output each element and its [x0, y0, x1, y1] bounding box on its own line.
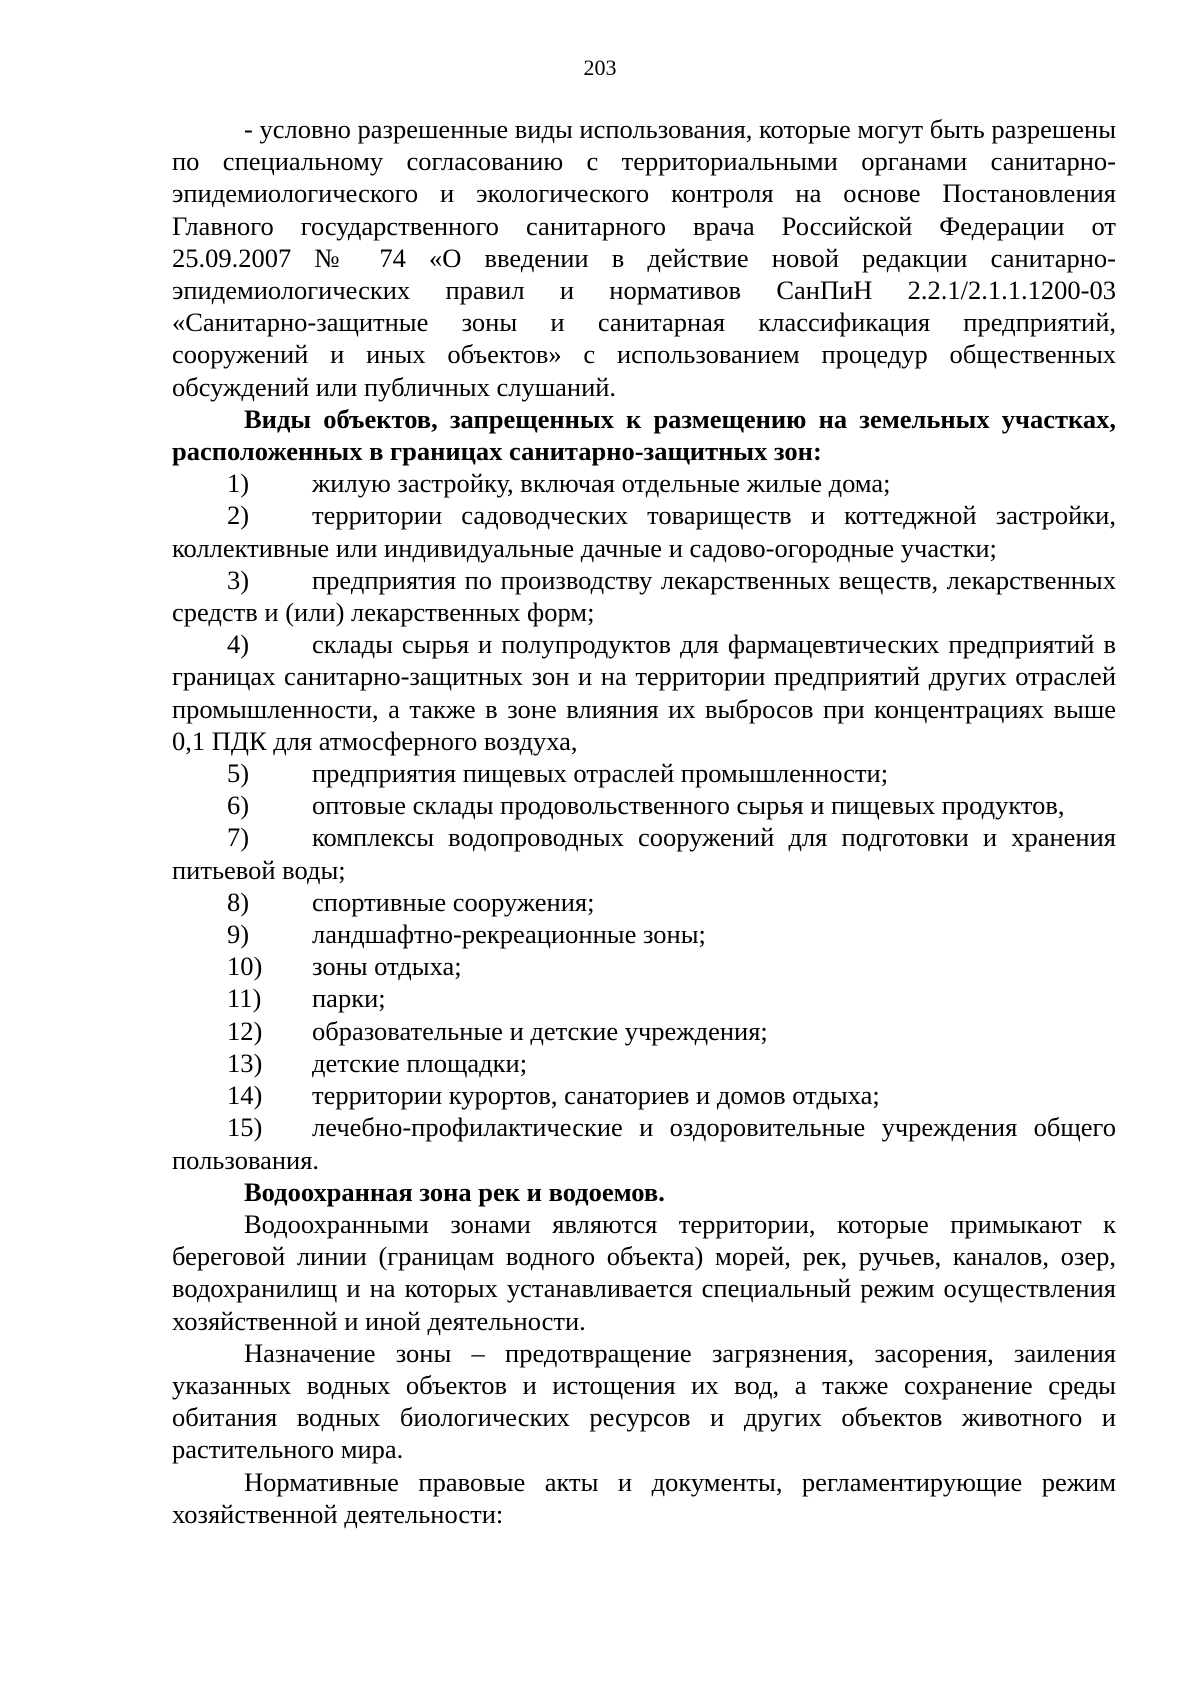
- list-item-number: 12): [227, 1015, 263, 1046]
- list-item-text: комплексы водопроводных сооружений для подготовки и хранения питьевой воды;: [172, 822, 1116, 885]
- list-item-number: 9): [227, 919, 250, 950]
- list-item-number: 11): [227, 983, 262, 1014]
- list-item-number: 3): [227, 564, 250, 595]
- list-item: [172, 628, 1116, 757]
- list-item-number: 13): [227, 1047, 263, 1078]
- list-item-number: 7): [227, 822, 250, 853]
- list-item-number: 6): [227, 790, 250, 821]
- list-item-number: 4): [227, 629, 250, 660]
- list-item-number: 15): [227, 1112, 263, 1143]
- list-item-number: 14): [227, 1080, 263, 1111]
- list-item-number: 8): [227, 886, 250, 917]
- list-item-text: образовательные и детские учреждения;: [312, 1015, 768, 1046]
- list-item: [172, 1047, 1116, 1079]
- list-item: [172, 467, 1116, 499]
- list-item-text: территории садоводческих товариществ и коттеджной застройки, коллективные или индивидуальные дачные и садово-огородные участки;: [172, 500, 1116, 563]
- list-item-text: предприятия по производству лекарственных веществ, лекарственных средств и (или) лекарственных форм;: [172, 564, 1116, 628]
- list-item-number: 5): [227, 758, 250, 789]
- list-item-text: ландшафтно-рекреационные зоны;: [312, 919, 706, 950]
- list-item-text: жилую застройку, включая отдельные жилые дома;: [312, 468, 891, 499]
- paragraph-conditional-uses: - условно разрешенные виды использования, которые могут быть разрешены по специальному согласованию с территориальными органами санитарно-эпидемиологического и экологического контроля на основе Постановления Главного государственного санитарного врача Российской Федерации от 25.09.2007 № 74 «О введении в действие новой редакции санитарно-эпидемиологических правил и нормативов СанПиН 2.2.1/2.1.1.1200-03 «Санитарно-защитные зоны и санитарная классификация предприятий, сооружений и иных объектов» с использованием процедур общественных обсуждений или публичных слушаний.: [172, 114, 1116, 402]
- list-item-text: парки;: [312, 983, 386, 1014]
- list-item-number: 10): [227, 951, 263, 982]
- section-heading-prohibited-objects: Виды объектов, запрещенных к размещению на земельных участках, расположенных в границах санитарно-защитных зон:: [172, 403, 1116, 467]
- list-item: [172, 918, 1116, 950]
- list-item-number: 1): [227, 468, 250, 499]
- list-item-text: территории курортов, санаториев и домов отдыха;: [312, 1080, 880, 1111]
- list-item-text: детские площадки;: [312, 1047, 528, 1078]
- list-item: [172, 1015, 1116, 1047]
- list-item: [172, 1111, 1116, 1175]
- list-item-text: склады сырья и полупродуктов для фармацевтических предприятий в границах санитарно-защитных зон и на территории предприятий других отраслей промышленности, а также в зоне влияния их выбросов при концентрациях выше 0,1 ПДК для атмосферного воздуха,: [172, 629, 1116, 756]
- list-item: [172, 982, 1116, 1014]
- paragraph-regulatory-acts: Нормативные правовые акты и документы, регламентирующие режим хозяйственной деятельности:: [172, 1466, 1116, 1529]
- list-item-text: лечебно-профилактические и оздоровительные учреждения общего пользования.: [172, 1112, 1116, 1175]
- list-item-text: спортивные сооружения;: [312, 886, 595, 917]
- list-item: [172, 821, 1116, 885]
- list-item-text: оптовые склады продовольственного сырья и пищевых продуктов,: [312, 790, 1065, 821]
- list-item-number: 2): [227, 500, 250, 531]
- list-item: [172, 1079, 1116, 1111]
- document-body: [172, 113, 1116, 1530]
- list-item: [172, 950, 1116, 982]
- page-number: 203: [583, 55, 617, 80]
- paragraph-water-zone-definition: Водоохранными зонами являются территории, которые примыкают к береговой линии (границам водного объекта) морей, рек, ручьев, каналов, озер, водохранилищ и на которых устанавливается специальный режим осуществления хозяйственной и иной деятельности.: [172, 1208, 1116, 1336]
- paragraph-zone-purpose: Назначение зоны – предотвращение загрязнения, засорения, заиления указанных водных объектов и истощения их вод, а также сохранение среды обитания водных биологических ресурсов и других объектов животного и растительного мира.: [172, 1337, 1116, 1465]
- list-item: [172, 757, 1116, 789]
- list-item: [172, 499, 1116, 563]
- list-item: [172, 789, 1116, 821]
- list-item: [172, 886, 1116, 918]
- list-item-text: зоны отдыха;: [312, 951, 462, 982]
- list-item-text: предприятия пищевых отраслей промышленности;: [312, 758, 889, 789]
- section-heading-water-protection-zone: Водоохранная зона рек и водоемов.: [244, 1176, 665, 1207]
- list-item: [172, 564, 1116, 628]
